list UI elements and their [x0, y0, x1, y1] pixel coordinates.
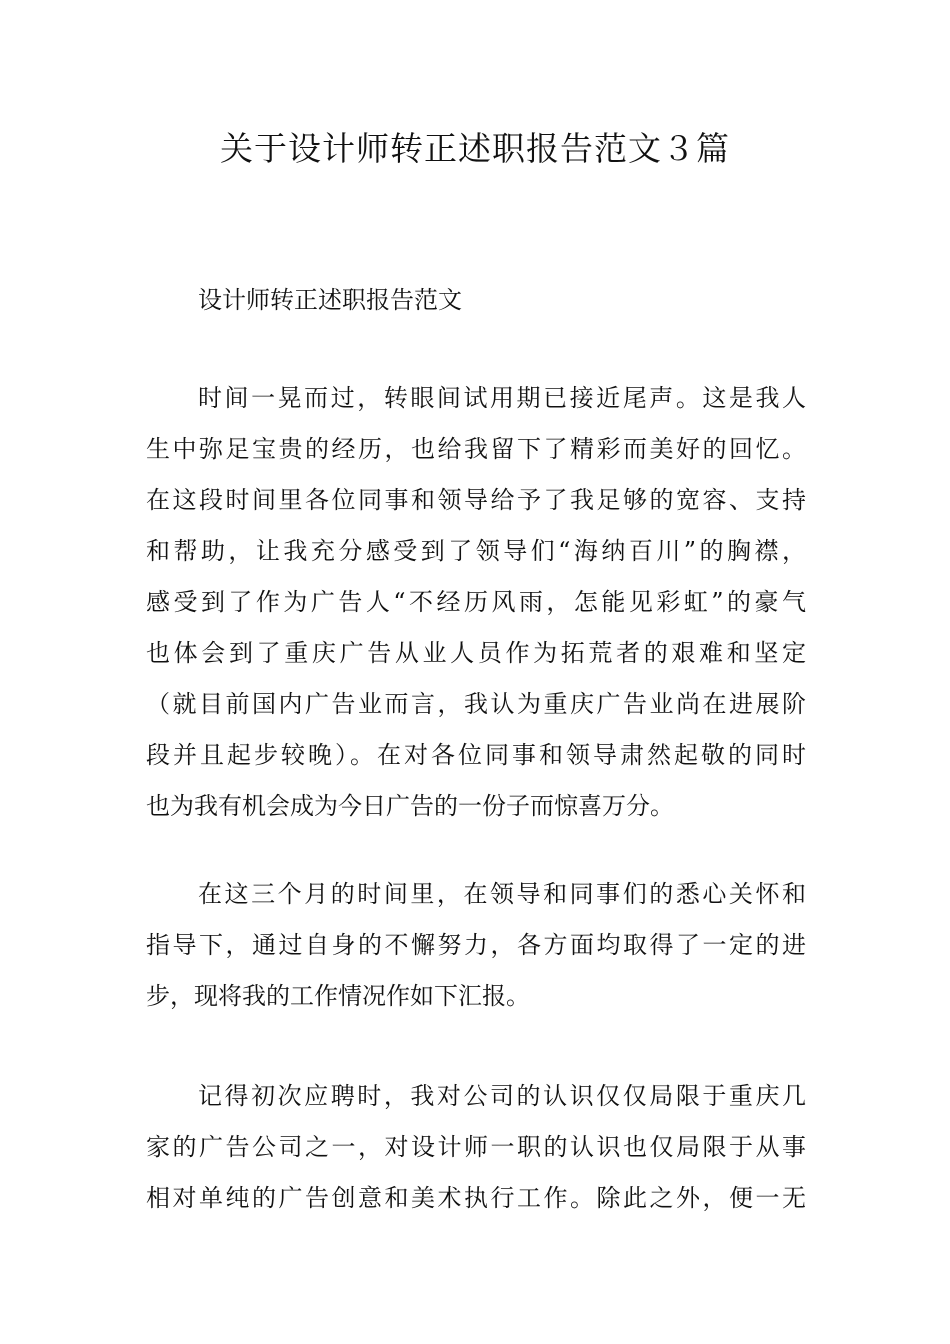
paragraph-line: 在这段时间里各位同事和领导给予了我足够的宽容、支持 — [146, 486, 806, 514]
paragraph-line: 也为我有机会成为今日广告的一份子而惊喜万分。 — [146, 792, 674, 820]
paragraph-line: 家的广告公司之一，对设计师一职的认识也仅局限于从事 — [146, 1133, 806, 1161]
paragraph-line: 生中弥足宝贵的经历，也给我留下了精彩而美好的回忆。 — [146, 435, 806, 463]
paragraph-line: 时间一晃而过，转眼间试用期已接近尾声。这是我人 — [198, 384, 806, 412]
paragraph — [146, 373, 806, 832]
paragraph-line: 记得初次应聘时，我对公司的认识仅仅局限于重庆几 — [198, 1082, 806, 1110]
paragraph-line: （就目前国内广告业而言，我认为重庆广告业尚在进展阶 — [146, 690, 806, 718]
document-title: 关于设计师转正述职报告范文３篇 — [220, 129, 730, 168]
document-subtitle: 设计师转正述职报告范文 — [198, 286, 462, 314]
paragraph-line: 段并且起步较晚）。在对各位同事和领导肃然起敬的同时 — [146, 741, 806, 769]
paragraph-line: 也体会到了重庆广告从业人员作为拓荒者的艰难和坚定 — [146, 639, 806, 667]
paragraph — [146, 869, 806, 1022]
paragraph — [146, 1071, 806, 1224]
paragraph-line: 感受到了作为广告人“不经历风雨，怎能见彩虹”的豪气 — [146, 588, 806, 616]
paragraph-line: 步，现将我的工作情况作如下汇报。 — [146, 982, 530, 1010]
paragraph-line: 相对单纯的广告创意和美术执行工作。除此之外，便一无 — [146, 1184, 806, 1212]
paragraph-line: 在这三个月的时间里，在领导和同事们的悉心关怀和 — [198, 880, 806, 908]
paragraph-line: 指导下，通过自身的不懈努力，各方面均取得了一定的进 — [146, 931, 806, 959]
paragraph-line: 和帮助，让我充分感受到了领导们“海纳百川”的胸襟， — [146, 537, 806, 565]
